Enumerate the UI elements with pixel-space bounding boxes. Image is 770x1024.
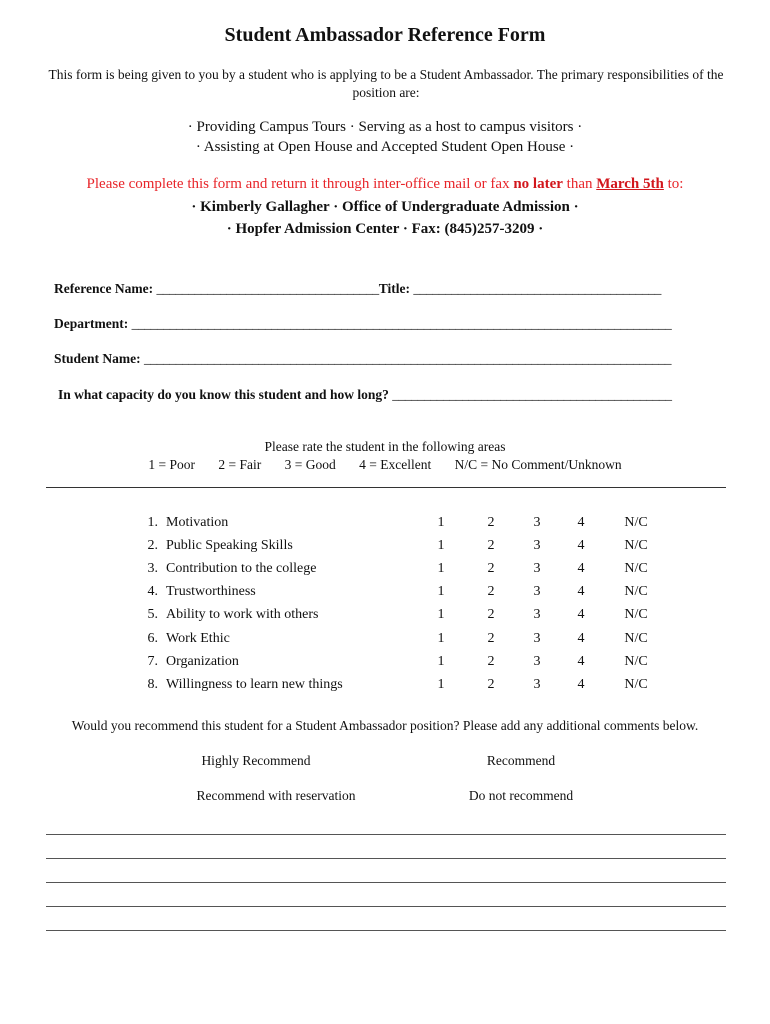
department-line[interactable]: _____________________________________________________________________________________ [131,316,672,331]
rating-item-number: 8. [147,676,158,692]
comment-line-2[interactable] [46,858,726,859]
comment-line-5[interactable] [46,930,726,931]
rating-choice[interactable]: 2 [487,676,495,692]
rating-item-number: 1. [147,515,158,530]
rating-choice[interactable]: 3 [533,607,541,623]
scale-poor: 1 = Poor [148,457,196,472]
rating-choice[interactable]: 4 [577,630,585,646]
rating-choice[interactable]: N/C [624,515,648,530]
rating-item-label: Organization [166,653,239,669]
instructions-part-2: than [562,176,597,192]
rating-row [0,538,770,561]
rating-row [0,584,770,607]
rating-heading: Please rate the student in the following areas [264,439,506,454]
capacity-line[interactable]: ____________________________________________ [392,387,672,402]
rating-item-label: Work Ethic [166,630,230,646]
reference-name-label: Reference Name: [54,281,154,296]
responsibilities-line-2: · Assisting at Open House and Accepted Student Open House · [195,139,575,155]
rating-choice[interactable]: 1 [437,538,445,554]
rating-choice[interactable]: 4 [577,584,585,600]
rating-item-number: 6. [147,630,158,646]
student-name-field[interactable] [54,351,671,367]
intro-text: This form is being given to you by a student who is applying to be a Student Ambassador. The primary responsibilities of the position are: [48,67,724,100]
rating-choice[interactable]: 1 [437,607,445,623]
option-do-not-recommend[interactable]: Do not recommend [468,788,574,803]
responsibilities-line-1: · Providing Campus Tours · Serving as a host to campus visitors · [187,119,583,135]
scale-good: 3 = Good [284,457,336,472]
rating-choice[interactable]: 3 [533,653,541,669]
rating-choice[interactable]: N/C [624,630,648,646]
rating-choice[interactable]: 3 [533,515,541,530]
comment-line-1[interactable] [46,834,726,835]
reference-name-line[interactable]: ___________________________________ [156,281,379,296]
student-name-line[interactable]: ___________________________________________________________________________________ [144,351,672,366]
instructions-part-1: Please complete this form and return it through inter-office mail or fax [86,176,514,192]
rating-choice[interactable]: 2 [487,561,495,577]
reference-name-field[interactable] [54,281,661,297]
rating-choice[interactable]: N/C [624,584,648,600]
rating-item-number: 5. [147,607,158,623]
instructions-deadline-emphasis: no later [513,176,563,192]
rating-choice[interactable]: 3 [533,538,541,554]
rating-item-number: 2. [147,538,158,554]
rating-item-number: 4. [147,584,158,600]
rating-choice[interactable]: 2 [487,607,495,623]
rating-row [0,677,770,700]
rating-choice[interactable]: 3 [533,630,541,646]
rating-choice[interactable]: 1 [437,584,445,600]
rating-row [0,515,770,538]
rating-choice[interactable]: N/C [624,538,648,554]
rating-choice[interactable]: 3 [533,676,541,692]
rating-choice[interactable]: N/C [624,676,648,692]
department-label: Department: [54,316,129,331]
capacity-field[interactable] [58,387,672,403]
section-divider [46,487,726,488]
return-instructions [0,176,770,193]
rating-item-label: Trustworthiness [166,584,256,600]
title-line[interactable]: _______________________________________ [413,281,661,296]
contact-line-1: · Kimberly Gallagher · Office of Undergraduate Admission · [191,199,579,215]
rating-choice[interactable]: 1 [437,653,445,669]
rating-item-label: Motivation [166,515,229,530]
rating-choice[interactable]: 4 [577,538,585,554]
rating-choice[interactable]: 4 [577,515,585,530]
rating-choice[interactable]: 2 [487,538,495,554]
rating-choice[interactable]: 4 [577,653,585,669]
rating-choice[interactable]: 2 [487,515,495,530]
option-recommend[interactable]: Recommend [486,753,556,768]
capacity-label: In what capacity do you know this student and how long? [58,387,389,402]
rating-row [0,561,770,584]
scale-no-comment: N/C = No Comment/Unknown [454,457,622,472]
rating-choice[interactable]: 1 [437,561,445,577]
rating-item-label: Willingness to learn new things [166,676,343,692]
rating-choice[interactable]: 1 [437,630,445,646]
rating-choice[interactable]: 4 [577,676,585,692]
form-title: Student Ambassador Reference Form [224,24,546,46]
rating-choice[interactable]: 1 [437,676,445,692]
rating-item-number: 3. [147,561,158,577]
rating-choice[interactable]: N/C [624,607,648,623]
rating-choice[interactable]: 4 [577,561,585,577]
rating-choice[interactable]: N/C [624,561,648,577]
recommend-question: Would you recommend this student for a Student Ambassador position? Please add any additional comments below. [71,718,699,733]
scale-excellent: 4 = Excellent [359,457,432,472]
rating-choice[interactable]: 3 [533,584,541,600]
rating-item-number: 7. [147,653,158,669]
rating-choice[interactable]: 4 [577,607,585,623]
option-highly-recommend[interactable]: Highly Recommend [201,753,311,768]
instructions-part-3: to: [663,176,684,192]
rating-row [0,607,770,630]
rating-choice[interactable]: 1 [437,515,445,530]
department-field[interactable] [54,316,671,332]
rating-row [0,631,770,654]
rating-item-label: Public Speaking Skills [166,538,293,554]
rating-choice[interactable]: 2 [487,584,495,600]
rating-choice[interactable]: 2 [487,630,495,646]
rating-choice[interactable]: 2 [487,653,495,669]
rating-choice[interactable]: 3 [533,561,541,577]
student-name-label: Student Name: [54,351,141,366]
option-recommend-with-reservation[interactable]: Recommend with reservation [196,788,356,803]
rating-scale [0,457,770,473]
comment-line-3[interactable] [46,882,726,883]
instructions-deadline-date: March 5th [596,176,664,192]
rating-item-label: Contribution to the college [166,561,317,577]
rating-choice[interactable]: N/C [624,653,648,669]
scale-fair: 2 = Fair [218,457,262,472]
comment-line-4[interactable] [46,906,726,907]
rating-item-label: Ability to work with others [166,607,319,623]
contact-line-2: · Hopfer Admission Center · Fax: (845)257-3209 · [226,221,544,237]
rating-row [0,654,770,677]
title-label: Title: [378,281,410,296]
